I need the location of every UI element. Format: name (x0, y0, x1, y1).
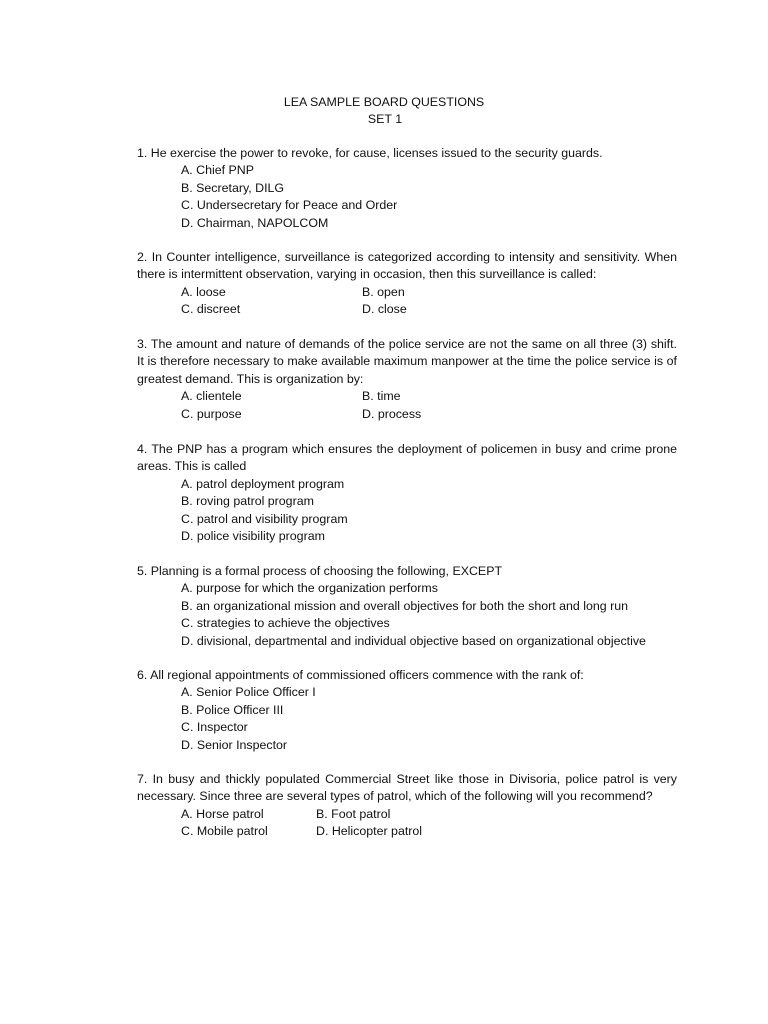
option-a: A. clientele (181, 389, 242, 404)
option-c: C. discreet (181, 302, 241, 317)
option-b: B. Secretary, DILG (181, 180, 285, 195)
option-b: B. time (362, 389, 401, 404)
option-row (137, 301, 677, 318)
option-c: C. Undersecretary for Peace and Order (181, 198, 398, 213)
option-c: C. patrol and visibility program (181, 511, 348, 526)
question-stem: 3. The amount and nature of demands of the police service are not the same on all three (3) shift. It is therefore necessary to make available maximum manpower at the time the police service is of greatest demand. This is organization by: (137, 337, 677, 386)
option-d: D. Senior Inspector (181, 737, 288, 752)
question-stem: 6. All regional appointments of commissioned officers commence with the rank of: (137, 668, 584, 682)
option-b: B. an organizational mission and overall objectives for both the short and long run (181, 598, 629, 613)
option-a: A. Senior Police Officer I (181, 685, 316, 700)
option-d: D. divisional, departmental and individual objective based on organizational objective (181, 633, 646, 648)
page-subtitle: SET 1 (367, 112, 403, 127)
option-a: A. loose (181, 284, 226, 299)
question-stem: 1. He exercise the power to revoke, for cause, licenses issued to the security guards. (137, 146, 603, 160)
question-6 (137, 667, 677, 754)
option-a: A. purpose for which the organization performs (181, 581, 438, 596)
option-a: A. patrol deployment program (181, 476, 345, 491)
option-d: D. process (362, 406, 422, 421)
option-d: D. Helicopter patrol (316, 824, 423, 839)
option-a: A. Chief PNP (181, 163, 254, 178)
question-4 (137, 441, 677, 545)
option-d: D. Chairman, NAPOLCOM (181, 215, 329, 230)
question-2 (137, 249, 677, 319)
option-row (137, 388, 677, 405)
page-title: LEA SAMPLE BOARD QUESTIONS (283, 95, 485, 109)
option-d: D. police visibility program (181, 529, 325, 544)
question-stem: 5. Planning is a formal process of choosing the following, EXCEPT (137, 564, 503, 578)
option-d: D. close (362, 302, 407, 317)
option-c: C. Inspector (181, 720, 248, 735)
option-b: B. Foot patrol (316, 806, 391, 821)
question-5 (137, 563, 677, 650)
question-7 (137, 771, 677, 841)
option-b: B. Police Officer III (181, 702, 284, 717)
option-c: C. strategies to achieve the objectives (181, 616, 390, 631)
question-1 (137, 145, 677, 232)
question-stem: 7. In busy and thickly populated Commercial Street like those in Divisoria, police patrol is very necessary. Since three are several types of patrol, which of the following will you recommend? (137, 772, 677, 804)
option-c: C. Mobile patrol (181, 824, 268, 839)
option-row (137, 284, 677, 301)
question-3 (137, 336, 677, 423)
option-a: A. Horse patrol (181, 806, 264, 821)
question-stem: 4. The PNP has a program which ensures the deployment of policemen in busy and crime prone areas. This is called (137, 442, 677, 474)
option-row (137, 806, 677, 823)
option-row (137, 823, 677, 840)
question-stem: 2. In Counter intelligence, surveillance is categorized according to intensity and sensitivity. When there is intermittent observation, varying in occasion, then this surveillance is called: (137, 250, 677, 282)
option-b: B. open (362, 284, 405, 299)
option-row (137, 406, 677, 423)
option-c: C. purpose (181, 406, 242, 421)
title-block (0, 94, 768, 129)
option-b: B. roving patrol program (181, 494, 314, 509)
